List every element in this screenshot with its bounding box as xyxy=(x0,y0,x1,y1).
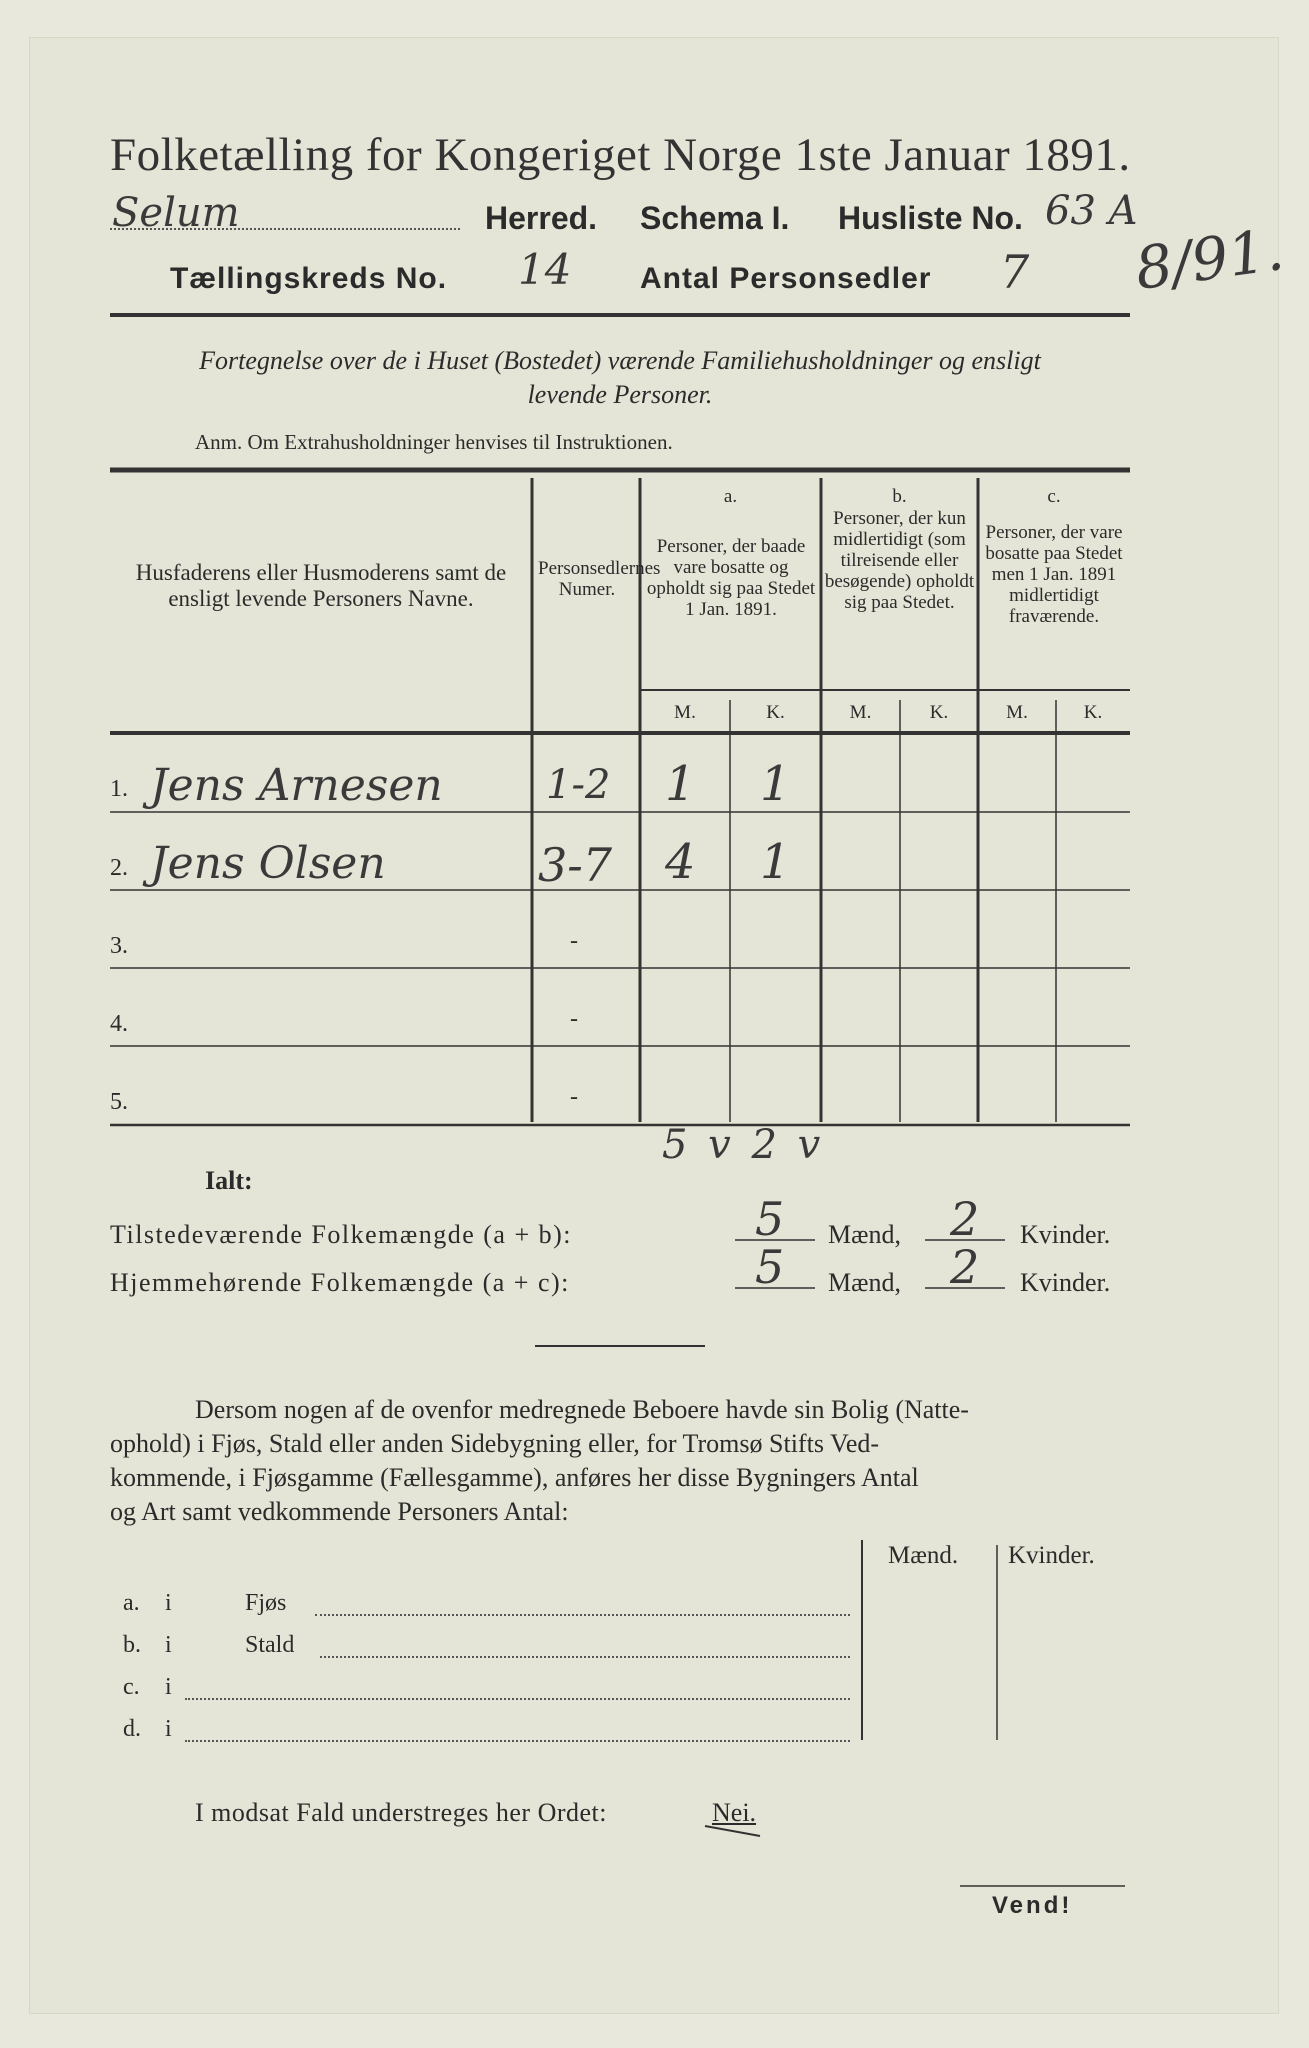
subtitle-line-1: Fortegnelse over de i Huset (Bostedet) værende Familiehusholdninger og ensligt xyxy=(199,346,1041,375)
row-number: 2. xyxy=(110,855,128,881)
buildings-maend-header: Mænd. xyxy=(888,1542,959,1569)
tilstede-kvinder-value: 2 xyxy=(950,1192,980,1246)
col-name-header: Husfaderens eller Husmoderens samt de ensligt levende Personers Navne. xyxy=(135,560,507,611)
sum-note: 5 v 2 v xyxy=(662,1122,825,1168)
row-number: 5. xyxy=(110,1089,128,1115)
tilstede-label: Tilstedeværende Folkemængde (a + b): xyxy=(110,1220,572,1249)
row-num: - xyxy=(570,1084,578,1110)
form-title: Folketælling for Kongeriget Norge 1ste Januar 1891. xyxy=(110,129,1131,181)
row-num: 3-7 xyxy=(538,838,613,892)
building-label: Fjøs xyxy=(245,1590,287,1616)
husliste-label: Husliste No. xyxy=(838,200,1023,236)
col-b-letter: b. xyxy=(892,486,907,507)
col-c-header: Personer, der vare bosatte paa Stedet men 1 Jan. 1891 midlertidigt fraværende. xyxy=(985,522,1123,627)
tilstede-maend-value: 5 xyxy=(755,1192,785,1246)
row-name: Jens Olsen xyxy=(150,838,386,889)
footer-word-nei: Nei. xyxy=(712,1798,757,1827)
building-i: i xyxy=(165,1590,172,1616)
col-c-letter: c. xyxy=(1047,486,1061,507)
row-num: 1-2 xyxy=(546,762,611,808)
anm-note: Anm. Om Extrahusholdninger henvises til Instruktionen. xyxy=(195,430,673,454)
row-number: 4. xyxy=(110,1011,128,1037)
kreds-label: Tællingskreds No. xyxy=(170,262,448,295)
footer-note: I modsat Fald understreges her Ordet: xyxy=(195,1798,608,1827)
col-b-m: M. xyxy=(849,702,872,723)
paragraph-line-2: ophold) i Fjøs, Stald eller anden Sidebygning eller, for Tromsø Stifts Ved- xyxy=(110,1429,880,1458)
row-a-m: 1 xyxy=(665,756,696,812)
schema-label: Schema I. xyxy=(640,200,790,236)
personsedler-value: 7 xyxy=(1000,245,1030,299)
col-a-k: K. xyxy=(766,702,785,723)
building-dotted-line xyxy=(315,1614,850,1616)
building-letter: b. xyxy=(123,1632,141,1658)
row-number: 1. xyxy=(110,776,128,802)
herred-label: Herred. xyxy=(485,200,598,236)
row-a-m: 4 xyxy=(665,834,696,890)
row-num: - xyxy=(570,928,578,954)
col-b-k: K. xyxy=(929,702,949,723)
ialt-label: Ialt: xyxy=(205,1166,253,1195)
row-a-k: 1 xyxy=(760,756,791,812)
husliste-value: 63 A xyxy=(1045,188,1138,234)
building-label: Stald xyxy=(245,1632,295,1658)
hjemme-maend-label: Mænd, xyxy=(828,1268,901,1297)
tilstede-kvinder-label: Kvinder. xyxy=(1020,1220,1111,1249)
building-i: i xyxy=(165,1716,172,1742)
building-dotted-line xyxy=(320,1656,850,1658)
hjemme-kvinder-label: Kvinder. xyxy=(1020,1268,1111,1297)
personsedler-label: Antal Personsedler xyxy=(640,262,932,295)
col-a-m: M. xyxy=(674,702,696,723)
building-dotted-line xyxy=(185,1698,850,1700)
col-c-m: M. xyxy=(1006,702,1028,723)
subtitle-line-2: levende Personer. xyxy=(527,380,713,409)
col-b-header: Personer, der kun midlertidigt (som tilreisende eller besøgende) opholdt sig paa Stedet. xyxy=(824,508,975,613)
hjemme-maend-value: 5 xyxy=(755,1240,785,1294)
row-number: 3. xyxy=(110,933,128,959)
building-letter: c. xyxy=(123,1674,140,1700)
hjemme-label: Hjemmehørende Folkemængde (a + c): xyxy=(110,1268,570,1297)
instruction-paragraph xyxy=(110,1393,1130,1529)
margin-note: 8/91. xyxy=(1130,214,1288,304)
paragraph-line-1: Dersom nogen af de ovenfor medregnede Beboere havde sin Bolig (Natte- xyxy=(195,1395,969,1424)
col-c-k: K. xyxy=(1083,702,1103,723)
paragraph-line-3: kommende, i Fjøsgamme (Fællesgamme), anføres her disse Bygningers Antal xyxy=(110,1463,919,1492)
row-num: - xyxy=(570,1006,578,1032)
col-num-header: Personsedlernes Numer. xyxy=(538,558,661,600)
hjemme-kvinder-value: 2 xyxy=(950,1240,980,1294)
kreds-value: 14 xyxy=(518,245,572,294)
col-a-header: Personer, der baade vare bosatte og opholdt sig paa Stedet 1 Jan. 1891. xyxy=(646,536,816,620)
building-dotted-line xyxy=(185,1740,850,1742)
building-letter: a. xyxy=(123,1590,140,1616)
row-name: Jens Arnesen xyxy=(150,760,443,811)
row-a-k: 1 xyxy=(760,834,791,890)
tilstede-maend-label: Mænd, xyxy=(828,1220,901,1249)
herred-handwritten: Selum xyxy=(112,190,240,236)
buildings-kvinder-header: Kvinder. xyxy=(1008,1542,1095,1569)
col-a-letter: a. xyxy=(723,486,738,507)
building-i: i xyxy=(165,1632,172,1658)
building-i: i xyxy=(165,1674,172,1700)
vend-label: Vend! xyxy=(992,1892,1073,1919)
paragraph-line-4: og Art samt vedkommende Personers Antal: xyxy=(110,1497,569,1526)
building-letter: d. xyxy=(123,1716,141,1742)
